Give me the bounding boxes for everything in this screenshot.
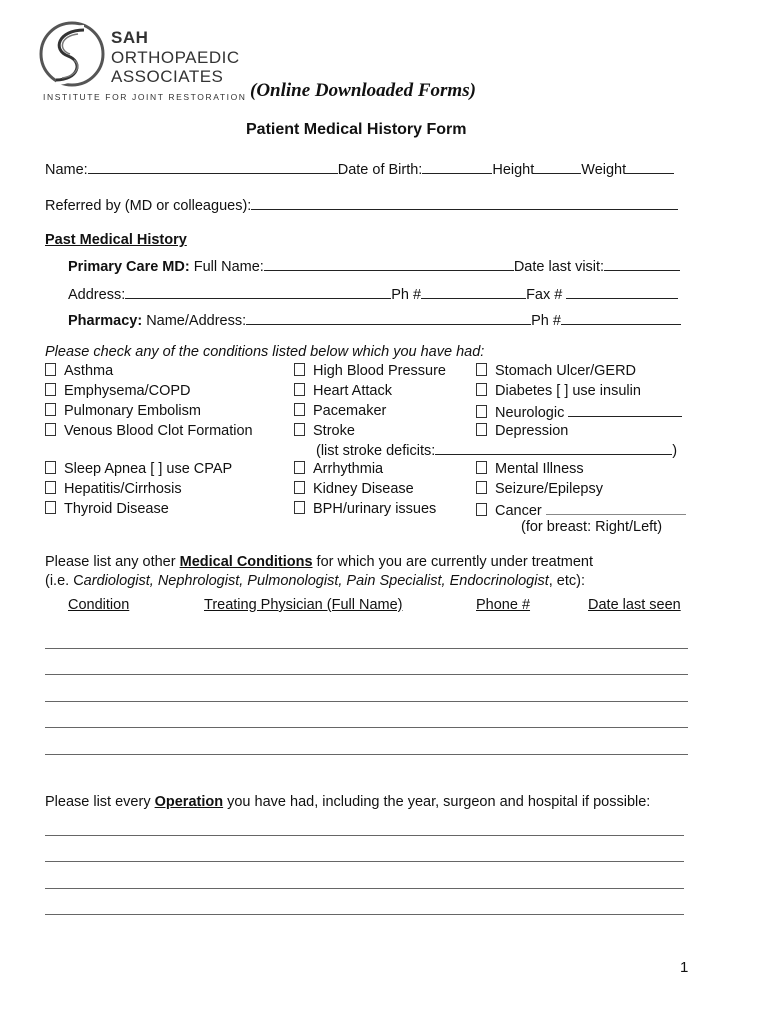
checkbox[interactable] — [294, 363, 305, 376]
column-header-physician: Treating Physician (Full Name) — [204, 597, 403, 613]
condition-item[interactable]: Stomach Ulcer/GERD — [476, 362, 636, 380]
stroke-deficits-field[interactable] — [435, 440, 672, 455]
logo — [38, 18, 247, 106]
condition-item[interactable]: Stroke — [294, 422, 355, 440]
checkbox[interactable] — [45, 501, 56, 514]
condition-item[interactable]: Diabetes [ ] use insulin — [476, 382, 641, 400]
referred-label: Referred by (MD or colleagues): — [45, 198, 252, 214]
cancer-field[interactable] — [546, 500, 686, 515]
column-header-phone: Phone # — [476, 597, 531, 613]
condition-item[interactable]: Asthma — [45, 362, 113, 380]
condition-item[interactable]: Pacemaker — [294, 402, 386, 420]
pharmacy-label: Pharmacy: — [68, 313, 143, 329]
condition-item[interactable]: Kidney Disease — [294, 480, 414, 498]
checkbox[interactable] — [45, 383, 56, 396]
condition-item[interactable]: Cancer — [476, 500, 686, 520]
checkbox[interactable] — [45, 461, 56, 474]
operation-entry-line[interactable] — [45, 861, 684, 862]
medical-conditions-examples: (i.e. Cardiologist, Nephrologist, Pulmonologist, Pain Specialist, Endocrinologist, etc): — [45, 573, 585, 589]
condition-item[interactable]: Emphysema/COPD — [45, 382, 191, 400]
dob-label: Date of Birth: — [337, 162, 423, 178]
checkbox[interactable] — [476, 363, 487, 376]
name-row — [45, 159, 674, 179]
condition-item[interactable]: Arrhythmia — [294, 460, 383, 478]
condition-item[interactable]: Venous Blood Clot Formation — [45, 422, 253, 440]
stroke-deficits-label: (list stroke deficits: — [316, 443, 436, 459]
ph2-field[interactable] — [561, 310, 681, 325]
date-last-visit-label: Date last visit: — [513, 259, 605, 275]
ph-label: Ph # — [391, 287, 422, 303]
subtitle: (Online Downloaded Forms) — [250, 80, 476, 101]
checkbox[interactable] — [476, 405, 487, 418]
referred-field[interactable] — [251, 195, 678, 210]
checkbox[interactable] — [294, 383, 305, 396]
condition-item[interactable]: Heart Attack — [294, 382, 392, 400]
operation-entry-line[interactable] — [45, 888, 684, 889]
address-row — [68, 284, 678, 304]
operation-entry-line[interactable] — [45, 835, 684, 836]
condition-item[interactable]: Thyroid Disease — [45, 500, 169, 518]
ph-field[interactable] — [421, 284, 526, 299]
condition-item[interactable]: Mental Illness — [476, 460, 584, 478]
dob-field[interactable] — [422, 159, 492, 174]
full-name-label: Full Name: — [193, 259, 264, 275]
pharmacy-field[interactable] — [246, 310, 531, 325]
condition-entry-line[interactable] — [45, 754, 688, 755]
referred-row — [45, 195, 678, 215]
checkbox[interactable] — [476, 481, 487, 494]
height-label: Height — [492, 162, 535, 178]
logo-line3: ASSOCIATES — [111, 67, 224, 86]
page-number: 1 — [680, 959, 689, 976]
neurologic-field[interactable] — [568, 402, 682, 417]
fax-label: Fax # — [526, 287, 563, 303]
checkbox[interactable] — [476, 461, 487, 474]
name-address-label: Name/Address: — [146, 313, 247, 329]
condition-item[interactable]: Sleep Apnea [ ] use CPAP — [45, 460, 232, 478]
stroke-deficits-row: (list stroke deficits: ) — [316, 440, 677, 460]
logo-swirl-icon — [38, 20, 106, 88]
weight-label: Weight — [581, 162, 627, 178]
condition-entry-line[interactable] — [45, 648, 688, 649]
condition-item[interactable]: Hepatitis/Cirrhosis — [45, 480, 182, 498]
address-label: Address: — [68, 287, 126, 303]
checkbox[interactable] — [45, 403, 56, 416]
checkbox[interactable] — [45, 481, 56, 494]
height-field[interactable] — [534, 159, 581, 174]
column-header-date-last-seen: Date last seen — [588, 597, 681, 613]
weight-field[interactable] — [626, 159, 674, 174]
date-last-visit-field[interactable] — [604, 256, 680, 271]
pcp-name-field[interactable] — [264, 256, 514, 271]
name-field[interactable] — [88, 159, 338, 174]
name-label: Name: — [45, 162, 88, 178]
condition-entry-line[interactable] — [45, 701, 688, 702]
checkbox[interactable] — [45, 423, 56, 436]
past-history-heading: Past Medical History — [45, 232, 187, 248]
checkbox[interactable] — [294, 461, 305, 474]
logo-line2: ORTHOPAEDIC — [111, 48, 240, 67]
logo-line1: SAH — [111, 28, 149, 47]
column-header-condition: Condition — [68, 597, 130, 613]
condition-entry-line[interactable] — [45, 727, 688, 728]
breast-note: (for breast: Right/Left) — [521, 519, 663, 535]
page-title: Patient Medical History Form — [246, 121, 467, 138]
checkbox[interactable] — [294, 481, 305, 494]
condition-item[interactable]: High Blood Pressure — [294, 362, 446, 380]
pcp-label: Primary Care MD: — [68, 259, 190, 275]
operations-prompt: Please list every Operation you have had, including the year, surgeon and hospital if possible: — [45, 794, 651, 810]
conditions-prompt: Please check any of the conditions listed below which you have had: — [45, 344, 485, 360]
logo-tagline: INSTITUTE FOR JOINT RESTORATION — [43, 92, 247, 102]
checkbox[interactable] — [294, 501, 305, 514]
condition-entry-line[interactable] — [45, 674, 688, 675]
checkbox[interactable] — [476, 423, 487, 436]
address-field[interactable] — [125, 284, 391, 299]
medical-conditions-prompt: Please list any other Medical Conditions for which you are currently under treatment — [45, 554, 593, 570]
checkbox[interactable] — [294, 403, 305, 416]
pcp-row — [68, 256, 680, 276]
condition-item[interactable]: Seizure/Epilepsy — [476, 480, 603, 498]
pharmacy-row — [68, 310, 681, 330]
condition-item[interactable]: Neurologic — [476, 402, 682, 422]
operation-entry-line[interactable] — [45, 914, 684, 915]
checkbox[interactable] — [476, 383, 487, 396]
checkbox[interactable] — [476, 503, 487, 516]
condition-item[interactable]: Pulmonary Embolism — [45, 402, 201, 420]
fax-field[interactable] — [566, 284, 678, 299]
condition-item[interactable]: Depression — [476, 422, 568, 440]
condition-item[interactable]: BPH/urinary issues — [294, 500, 436, 518]
checkbox[interactable] — [45, 363, 56, 376]
ph2-label: Ph # — [531, 313, 561, 329]
checkbox[interactable] — [294, 423, 305, 436]
